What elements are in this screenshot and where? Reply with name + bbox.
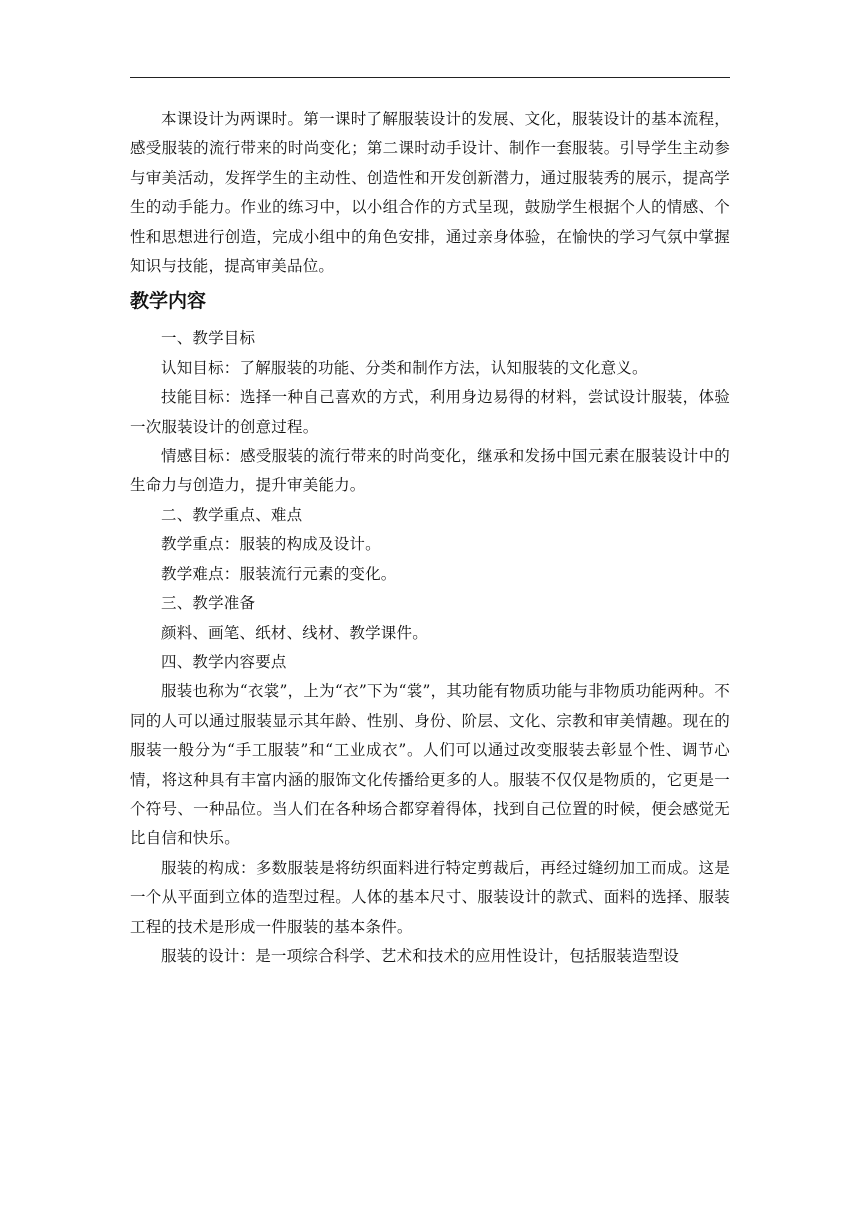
content-paragraph-1: 服装也称为“衣裳”，上为“衣”下为“裳”，其功能有物质功能与非物质功能两种。不同的人可以通过服装显示其年龄、性别、身份、阶层、文化、宗教和审美情趣。现在的服装一般分为“手工服装”和“工业成衣”。人们可以通过改变服装去彰显个性、调节心情，将这种具有丰富内涵的服饰文化传播给更多的人。服装不仅仅是物质的，它更是一个符号、一种品位。当人们在各种场合都穿着得体，找到自己位置的时候，便会感觉无比自信和快乐。 [130,682,730,848]
goals-heading: 一、教学目标 [161,329,256,348]
skill-goal: 技能目标：选择一种自己喜欢的方式，利用身边易得的材料，尝试设计服装，体验一次服装设计的创意过程。 [130,388,730,436]
preparation-heading: 三、教学准备 [161,594,256,613]
cognitive-goal: 认知目标：了解服装的功能、分类和制作方法，认知服装的文化意义。 [161,358,648,377]
content-points-heading: 四、教学内容要点 [161,652,287,671]
header-rule [130,77,730,78]
teaching-focus: 教学重点：服装的构成及设计。 [161,535,381,554]
teaching-difficulty: 教学难点：服装流行元素的变化。 [161,564,397,583]
preparation-materials: 颜料、画笔、纸材、线材、教学课件。 [161,623,428,642]
emotion-goal: 情感目标：感受服装的流行带来的时尚变化，继承和发扬中国元素在服装设计中的生命力与创造力，提升审美能力。 [130,447,730,495]
intro-paragraph: 本课设计为两课时。第一课时了解服装设计的发展、文化，服装设计的基本流程，感受服装的流行带来的时尚变化；第二课时动手设计、制作一套服装。引导学生主动参与审美活动，发挥学生的主动性、创造性和开发创新潜力，通过服装秀的展示，提高学生的动手能力。作业的练习中，以小组合作的方式呈现，鼓励学生根据个人的情感、个性和思想进行创造，完成小组中的角色安排，通过亲身体验，在愉快的学习气氛中掌握知识与技能，提高审美品位。 [130,110,730,276]
section-heading: 教学内容 [130,290,207,313]
content-paragraph-2: 服装的构成：多数服装是将纺织面料进行特定剪裁后，再经过缝纫加工而成。这是一个从平面到立体的造型过程。人体的基本尺寸、服装设计的款式、面料的选择、服装工程的技术是形成一件服装的基本条件。 [130,858,730,936]
content-paragraph-3: 服装的设计：是一项综合科学、艺术和技术的应用性设计，包括服装造型设 [161,946,680,965]
key-points-heading: 二、教学重点、难点 [161,505,303,524]
document-body [130,105,730,971]
